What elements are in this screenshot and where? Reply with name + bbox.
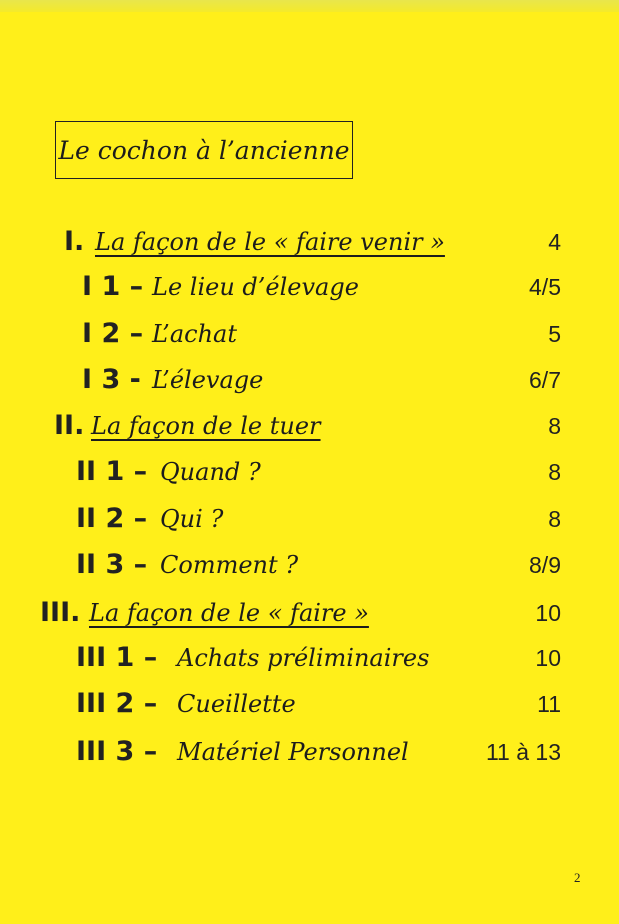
toc-number: III 2 – bbox=[76, 688, 158, 719]
toc-label: Qui ? bbox=[160, 505, 224, 533]
toc-label: Matériel Personnel bbox=[177, 738, 409, 766]
toc-label: L’élevage bbox=[152, 366, 264, 394]
toc-page: 11 bbox=[537, 691, 561, 717]
toc-number: III 1 – bbox=[76, 642, 158, 673]
toc-entry bbox=[0, 314, 619, 354]
toc-page: 8 bbox=[548, 506, 561, 532]
toc-label: La façon de le « faire venir » bbox=[95, 228, 445, 256]
toc-entry-section-3 bbox=[0, 593, 619, 633]
toc-page: 8 bbox=[548, 413, 561, 439]
document-title bbox=[55, 121, 353, 179]
document-title-text: Le cochon à l’ancienne bbox=[58, 135, 350, 165]
toc-number: I 1 – bbox=[82, 271, 144, 302]
page-edge bbox=[0, 0, 619, 12]
toc-entry bbox=[0, 638, 619, 678]
toc-page: 10 bbox=[535, 600, 561, 626]
toc-page: 4 bbox=[548, 229, 561, 255]
toc-number: II 3 – bbox=[76, 549, 148, 580]
toc-entry bbox=[0, 732, 619, 772]
toc-entry bbox=[0, 267, 619, 307]
toc-page: 5 bbox=[548, 321, 561, 347]
toc-entry bbox=[0, 360, 619, 400]
toc-entry-section-2 bbox=[0, 406, 619, 446]
toc-number: I 2 – bbox=[82, 318, 144, 349]
toc-label: Comment ? bbox=[160, 551, 299, 579]
toc-label: Achats préliminaires bbox=[177, 644, 430, 672]
toc-entry bbox=[0, 545, 619, 585]
toc-label: Le lieu d’élevage bbox=[152, 273, 359, 301]
toc-page: 4/5 bbox=[529, 274, 561, 300]
toc-number: I. bbox=[64, 226, 85, 257]
toc-entry-section-1 bbox=[0, 222, 619, 262]
toc-number: III 3 – bbox=[76, 736, 158, 767]
toc-number: II. bbox=[54, 410, 85, 441]
toc-page: 10 bbox=[535, 645, 561, 671]
toc-label: L’achat bbox=[152, 320, 237, 348]
toc-number: III. bbox=[40, 597, 81, 628]
toc-entry bbox=[0, 452, 619, 492]
toc-number: II 2 – bbox=[76, 503, 148, 534]
toc-label: La façon de le « faire » bbox=[89, 599, 369, 627]
toc-number: II 1 – bbox=[76, 456, 148, 487]
page-number: 2 bbox=[574, 870, 581, 885]
toc-page: 8/9 bbox=[529, 552, 561, 578]
toc-entry bbox=[0, 684, 619, 724]
toc-label: Quand ? bbox=[160, 458, 261, 486]
toc-entry bbox=[0, 499, 619, 539]
toc-page: 6/7 bbox=[529, 367, 561, 393]
toc-page: 8 bbox=[548, 459, 561, 485]
toc-page: 11 à 13 bbox=[485, 739, 561, 765]
toc-label: La façon de le tuer bbox=[91, 412, 321, 440]
toc-number: I 3 - bbox=[82, 364, 141, 395]
toc-label: Cueillette bbox=[177, 690, 296, 718]
